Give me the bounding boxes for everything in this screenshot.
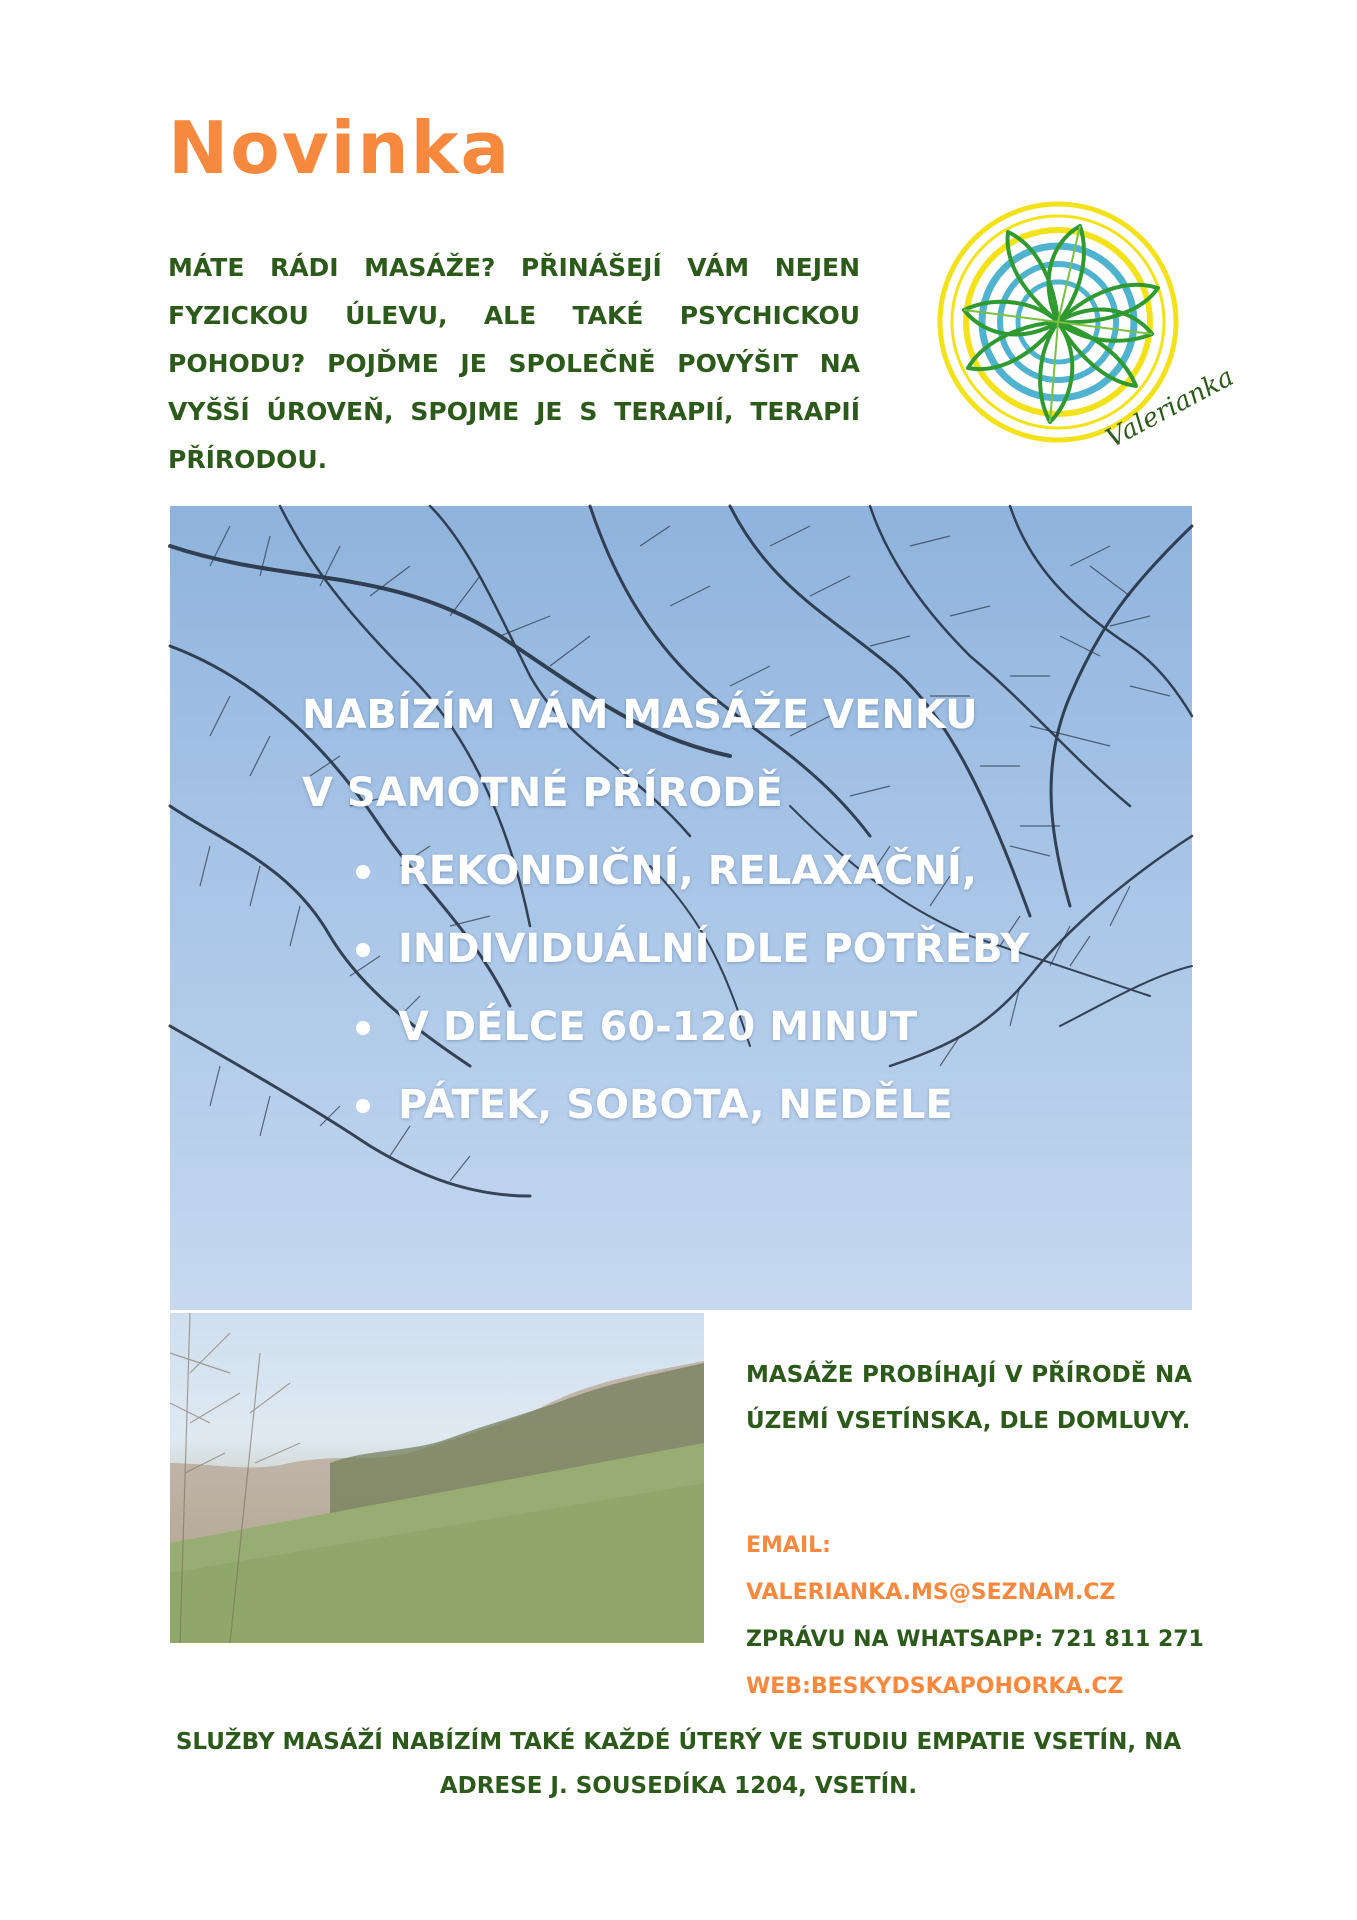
logo-text: Valerianka (1101, 362, 1239, 455)
email-link[interactable]: EMAIL: VALERIANKA.MS@SEZNAM.CZ (746, 1533, 1116, 1605)
valerianka-logo (930, 196, 1239, 466)
offer-item: PÁTEK, SOBOTA, NEDĚLE (350, 1066, 1162, 1144)
footer-paragraph: SLUŽBY MASÁŽÍ NABÍZÍM TAKÉ KAŽDÉ ÚTERÝ VE STUDIU EMPATIE VSETÍN, NA ADRESE J. SOUSEDÍKA 1204, VSETÍN. (175, 1729, 1182, 1799)
offer-item: REKONDIČNÍ, RELAXAČNÍ, (350, 832, 1162, 910)
info-paragraph: MASÁŽE PROBÍHAJÍ V PŘÍRODĚ NA ÚZEMÍ VSETÍNSKA, DLE DOMLUVY. (746, 1362, 1192, 1434)
offer-line-1: NABÍZÍM VÁM MASÁŽE VENKU (302, 692, 978, 738)
offer-line-2: V SAMOTNÉ PŘÍRODĚ (302, 770, 783, 816)
offer-list (302, 832, 1162, 1144)
offer-block (302, 676, 1162, 1144)
page-title: Novinka (168, 106, 512, 190)
intro-paragraph: MÁTE RÁDI MASÁŽE? PŘINÁŠEJÍ VÁM NEJEN FYZICKOU ÚLEVU, ALE TAKÉ PSYCHICKOU POHODU? POJĎME JE SPOLEČNĚ POVÝŠIT NA VYŠŠÍ ÚROVEŇ, SPOJME JE S TERAPIÍ, TERAPIÍ PŘÍRODOU. (168, 253, 860, 474)
offer-item: V DÉLCE 60-120 MINUT (350, 988, 1162, 1066)
meadow-image (170, 1313, 704, 1643)
flower-logo-icon (930, 196, 1239, 466)
whatsapp-contact: ZPRÁVU NA WHATSAPP: 721 811 271 (746, 1627, 1204, 1652)
offer-item: INDIVIDUÁLNÍ DLE POTŘEBY (350, 910, 1162, 988)
sky-branches-photo (170, 506, 1192, 1310)
contacts-block (746, 1522, 1206, 1710)
web-link[interactable]: WEB:BESKYDSKAPOHORKA.CZ (746, 1674, 1124, 1699)
meadow-photo (170, 1313, 704, 1643)
